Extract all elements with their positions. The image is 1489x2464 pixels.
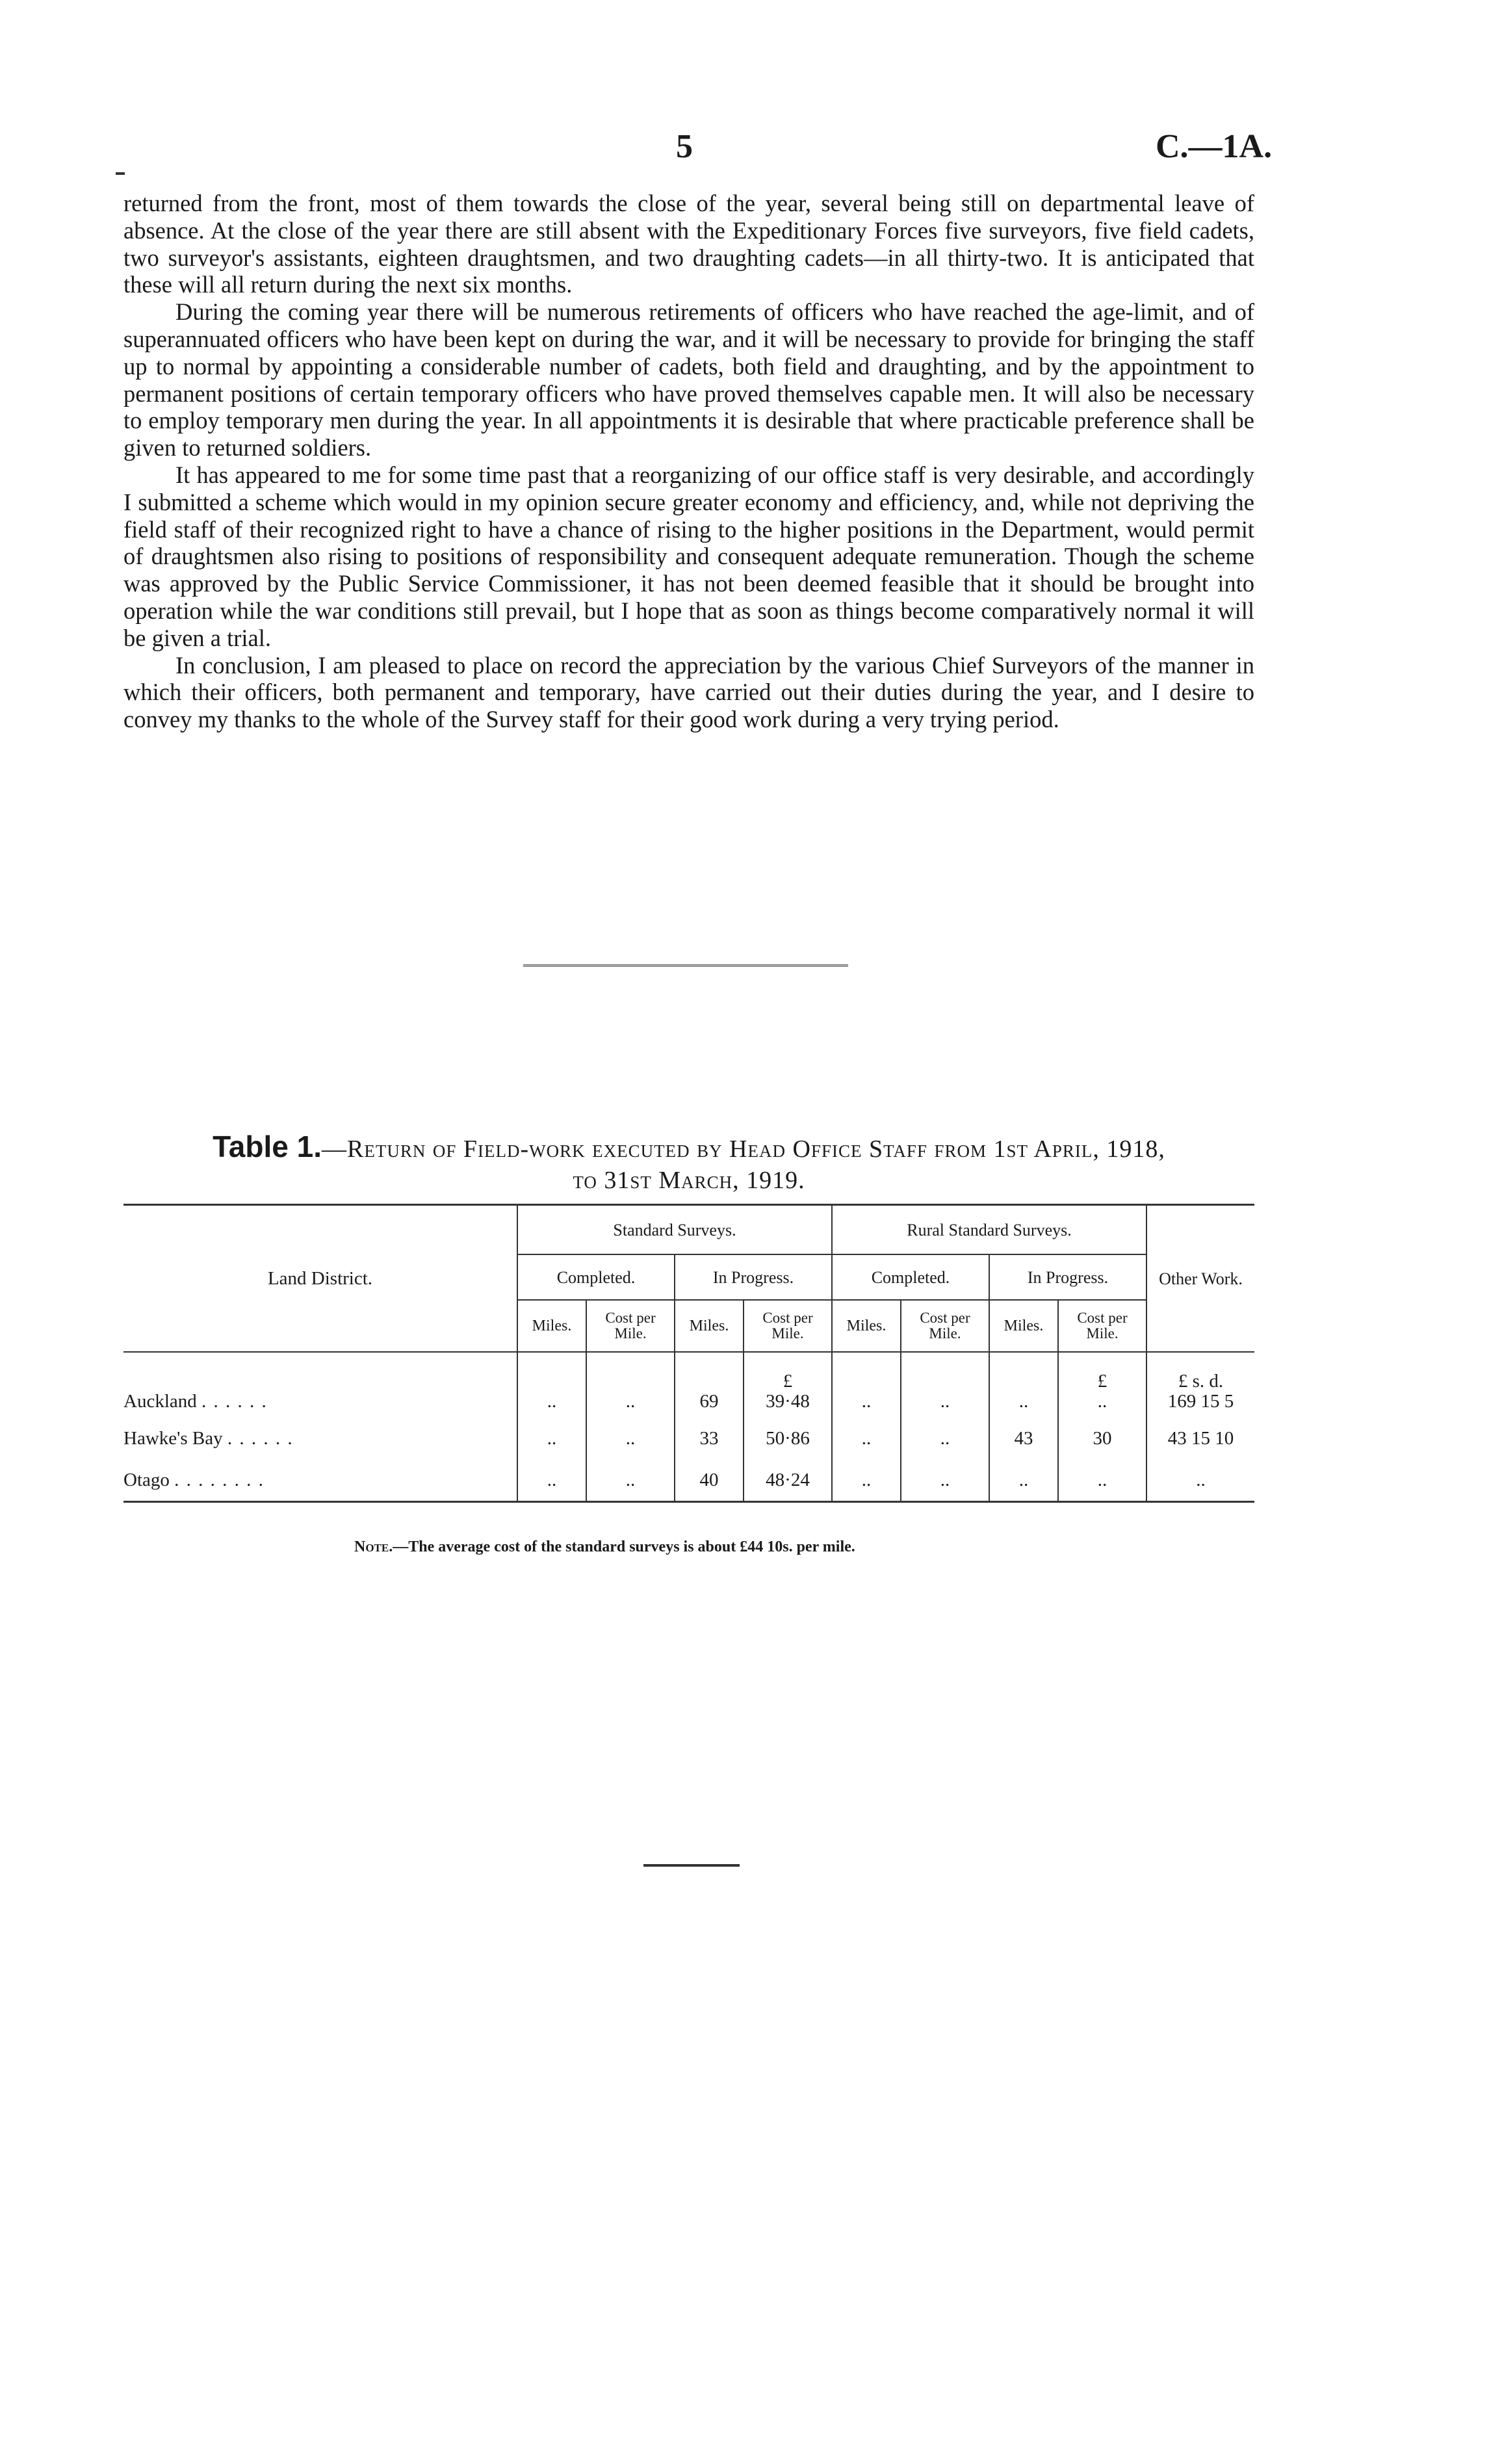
paragraph: In conclusion, I am pleased to place on record the appreciation by the various Chief Surveyors of the manner in which their officers, both permanent and temporary, have carried out their duties during the year, and I desire to convey my thanks to the whole of the Survey staff for their good work during a very trying period. <box>123 651 1254 733</box>
cell: .. <box>989 1459 1058 1502</box>
table-note <box>354 1538 855 1556</box>
cell: 48·24 <box>744 1459 832 1502</box>
unit-pound: £ <box>1097 1371 1107 1392</box>
cell: .. <box>901 1352 989 1418</box>
district-name: Otago <box>123 1469 170 1490</box>
table-label: Table 1. <box>213 1130 322 1163</box>
header-cost-per-mile-text: Cost per Mile. <box>1077 1310 1128 1342</box>
district-cell <box>123 1352 517 1418</box>
note-label: Note. <box>354 1538 393 1555</box>
header-standard-surveys: Standard Surveys. <box>517 1205 832 1255</box>
cell-value: 169 15 5 <box>1167 1391 1234 1412</box>
leader-dots: . . . . . . <box>227 1427 294 1449</box>
header-miles: Miles. <box>832 1300 901 1352</box>
cell-with-unit <box>744 1352 832 1418</box>
header-miles: Miles. <box>675 1300 744 1352</box>
cell: .. <box>1058 1459 1146 1502</box>
leader-dots: . . . . . . . . <box>174 1469 265 1490</box>
cell: 33 <box>675 1418 744 1459</box>
cell: .. <box>517 1418 586 1459</box>
table-title-continued: to 31st March, 1919. <box>573 1167 805 1194</box>
cell: .. <box>901 1418 989 1459</box>
section-divider <box>523 965 848 966</box>
header-cost-per-mile-text: Cost per Mile. <box>920 1310 970 1342</box>
header-cost-per-mile <box>1058 1300 1146 1352</box>
district-name: Hawke's Bay <box>123 1427 223 1449</box>
cell: 30 <box>1058 1418 1146 1459</box>
cell: .. <box>832 1352 901 1418</box>
table-row <box>123 1418 1254 1459</box>
note-text: —The average cost of the standard surveys is about £44 10s. per mile. <box>393 1538 855 1555</box>
cell: 40 <box>675 1459 744 1502</box>
district-cell <box>123 1459 517 1502</box>
page-number: 5 <box>676 128 693 165</box>
header-miles: Miles. <box>517 1300 586 1352</box>
cell: .. <box>586 1418 675 1459</box>
header-rural-in-progress: In Progress. <box>989 1254 1146 1300</box>
cell: .. <box>832 1418 901 1459</box>
header-cost-per-mile <box>586 1300 675 1352</box>
cell: .. <box>989 1352 1058 1418</box>
cell: 43 <box>989 1418 1058 1459</box>
header-miles: Miles. <box>989 1300 1058 1352</box>
header-cost-per-mile <box>744 1300 832 1352</box>
cell-value: 39·48 <box>766 1391 810 1412</box>
unit-lsd: £ s. d. <box>1178 1371 1224 1392</box>
header-rural-completed: Completed. <box>832 1254 989 1300</box>
unit-pound: £ <box>783 1371 793 1392</box>
table-title <box>123 1131 1254 1196</box>
paragraph: During the coming year there will be numerous retirements of officers who have reached the age-limit, and of superannuated officers who have been kept on during the war, and it will be necessary to provide for bringing the staff up to normal by appointing a considerable number of cadets, both field and draughting, and by the appointment to permanent positions of certain temporary officers who have proved themselves capable men. It will also be necessary to employ temporary men during the year. In all appointments it is desirable that where practicable preference shall be given to returned soldiers. <box>123 298 1254 461</box>
header-std-completed: Completed. <box>517 1254 675 1300</box>
document-reference: C.—1A. <box>1156 128 1273 165</box>
cell: .. <box>586 1352 675 1418</box>
header-std-in-progress: In Progress. <box>675 1254 832 1300</box>
cell: .. <box>586 1459 675 1502</box>
cell: .. <box>517 1352 586 1418</box>
cell: 69 <box>675 1352 744 1418</box>
header-cost-per-mile-text: Cost per Mile. <box>762 1310 813 1342</box>
leader-dots: . . . . . . <box>201 1391 268 1412</box>
report-body <box>123 190 1254 733</box>
cell-with-unit <box>1146 1352 1254 1418</box>
cell: 43 15 10 <box>1146 1418 1254 1459</box>
cell: .. <box>1146 1459 1254 1502</box>
end-rule <box>643 1864 740 1867</box>
cell: .. <box>901 1459 989 1502</box>
field-work-table <box>123 1204 1254 1503</box>
header-cost-per-mile-text: Cost per Mile. <box>605 1310 656 1342</box>
header-rural-standard-surveys: Rural Standard Surveys. <box>832 1205 1146 1255</box>
cell-value: .. <box>1097 1391 1107 1412</box>
header-other-work: Other Work. <box>1146 1205 1254 1353</box>
cell: .. <box>517 1459 586 1502</box>
margin-mark <box>116 172 125 175</box>
cell: .. <box>832 1459 901 1502</box>
cell: 50·86 <box>744 1418 832 1459</box>
table-title-main: —Return of Field-work executed by Head Office Staff from 1st April, 1918, <box>321 1135 1165 1163</box>
cell-with-unit <box>1058 1352 1146 1418</box>
table-row <box>123 1459 1254 1502</box>
table-row <box>123 1352 1254 1418</box>
district-name: Auckland <box>123 1391 197 1412</box>
header-land-district: Land District. <box>123 1205 517 1353</box>
header-cost-per-mile <box>901 1300 989 1352</box>
district-cell <box>123 1418 517 1459</box>
paragraph: It has appeared to me for some time past that a reorganizing of our office staff is very desirable, and accordingly I submitted a scheme which would in my opinion secure greater economy and efficiency, and, while not depriving the field staff of their recognized right to have a chance of rising to the higher positions in the Department, would permit of draughtsmen also rising to positions of responsibility and consequent adequate remuneration. Though the scheme was approved by the Public Service Commissioner, it has not been deemed feasible that it should be brought into operation while the war conditions still prevail, but I hope that as soon as things become comparatively normal it will be given a trial. <box>123 461 1254 651</box>
paragraph: returned from the front, most of them towards the close of the year, several being still on departmental leave of absence. At the close of the year there are still absent with the Expeditionary Forces five surveyors, five field cadets, two surveyor's assistants, eighteen draughtsmen, and two draughting cadets—in all thirty-two. It is anticipated that these will all return during the next six months. <box>123 190 1254 298</box>
